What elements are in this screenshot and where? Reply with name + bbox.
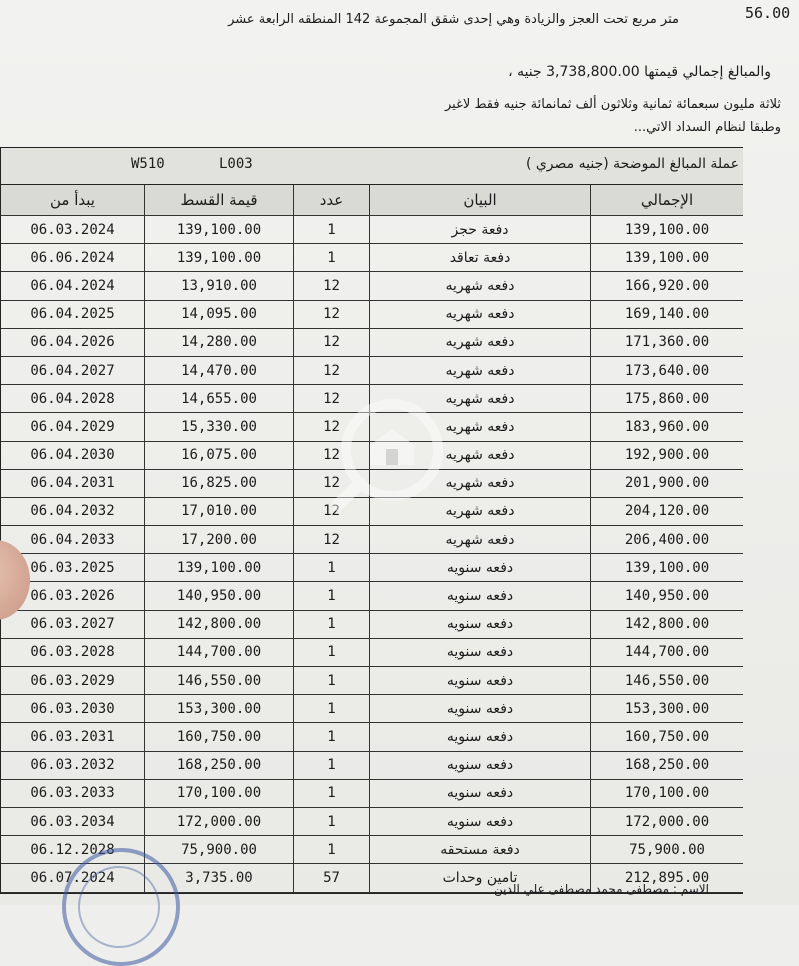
row-start-date: 06.04.2028: [30, 390, 115, 407]
row-description: دفعة مستحقه: [369, 836, 590, 863]
row-description: دفعه سنويه: [369, 752, 590, 779]
row-start-date: 06.04.2031: [30, 475, 115, 492]
row-description: دفعه سنويه: [369, 639, 590, 666]
row-installment-value: 17,010.00: [144, 498, 293, 525]
row-installment-value: 17,200.00: [144, 526, 293, 553]
table-body: [1, 216, 743, 893]
table-title-bar: [1, 148, 743, 185]
row-total: 204,120.00: [590, 498, 743, 525]
row-installment-value: 13,910.00: [144, 272, 293, 299]
row-start-date: 06.12.2028: [30, 841, 115, 858]
row-start-date: 06.03.2034: [30, 813, 115, 830]
row-start-date: 06.03.2024: [30, 221, 115, 238]
row-total: 153,300.00: [590, 695, 743, 722]
row-count: 1: [293, 723, 369, 750]
area-number: 56.00: [745, 4, 791, 22]
row-installment-value: 160,750.00: [144, 723, 293, 750]
row-description: تامين وحدات: [369, 864, 590, 891]
row-total: 171,360.00: [590, 329, 743, 356]
row-description: دفعه سنويه: [369, 582, 590, 609]
row-count: 12: [293, 272, 369, 299]
row-installment-value: 144,700.00: [144, 639, 293, 666]
table-row: [1, 216, 743, 244]
row-installment-value: 16,075.00: [144, 442, 293, 469]
row-installment-value: 142,800.00: [144, 611, 293, 638]
currency-title: عملة المبالغ الموضحة (جنيه مصري ): [525, 156, 739, 172]
row-start-date: 06.03.2026: [30, 588, 115, 605]
row-start-date: 06.06.2024: [30, 249, 115, 266]
table-header-row: [1, 185, 743, 216]
row-installment-value: 14,095.00: [144, 301, 293, 328]
row-description: دفعه سنويه: [369, 554, 590, 581]
row-start-date: 06.04.2027: [30, 362, 115, 379]
row-count: 1: [293, 582, 369, 609]
row-description: دفعه شهريه: [369, 272, 590, 299]
row-count: 1: [293, 639, 369, 666]
row-count: 1: [293, 780, 369, 807]
row-installment-value: 15,330.00: [144, 413, 293, 440]
row-installment-value: 153,300.00: [144, 695, 293, 722]
row-count: 12: [293, 442, 369, 469]
row-total: 166,920.00: [590, 272, 743, 299]
row-start-date: 06.04.2030: [30, 447, 115, 464]
table-row: [1, 526, 743, 554]
row-count: 12: [293, 413, 369, 440]
row-start-date: 06.03.2028: [30, 644, 115, 661]
row-total: 139,100.00: [590, 244, 743, 271]
row-count: 1: [293, 667, 369, 694]
table-row: [1, 582, 743, 610]
row-start-date: 06.04.2033: [30, 531, 115, 548]
row-description: دفعه شهريه: [369, 498, 590, 525]
row-start-date: 06.04.2026: [30, 334, 115, 351]
row-count: 1: [293, 752, 369, 779]
payment-schedule-table: [0, 147, 743, 894]
table-row: [1, 272, 743, 300]
row-total: 169,140.00: [590, 301, 743, 328]
table-row: [1, 695, 743, 723]
table-row: [1, 808, 743, 836]
row-total: 183,960.00: [590, 413, 743, 440]
row-description: دفعه سنويه: [369, 611, 590, 638]
row-description: دفعه شهريه: [369, 526, 590, 553]
row-total: 144,700.00: [590, 639, 743, 666]
row-start-date: 06.03.2033: [30, 785, 115, 802]
row-start-date: 06.03.2025: [30, 559, 115, 576]
amount-in-words-line: ثلاثة مليون سبعمائة ثمانية وثلاثون ألف ثمانمائة جنيه فقط لاغير: [445, 97, 781, 112]
area-description-line: متر مربع تحت العجز والزيادة وهي إحدى شقق المجموعة 142 المنطقه الرابعة عشر: [228, 12, 679, 27]
row-description: دفعه سنويه: [369, 780, 590, 807]
row-count: 12: [293, 385, 369, 412]
table-row: [1, 329, 743, 357]
row-installment-value: 139,100.00: [144, 554, 293, 581]
row-description: دفعه سنويه: [369, 667, 590, 694]
row-count: 1: [293, 554, 369, 581]
row-installment-value: 3,735.00: [144, 864, 293, 891]
row-installment-value: 170,100.00: [144, 780, 293, 807]
row-count: 12: [293, 526, 369, 553]
row-total: 201,900.00: [590, 470, 743, 497]
table-row: [1, 780, 743, 808]
payment-system-line: وطبقا لنظام السداد الاتي...: [633, 120, 781, 135]
unit-code: L003: [219, 156, 253, 172]
row-start-date: 06.03.2030: [30, 700, 115, 717]
row-start-date: 06.04.2025: [30, 306, 115, 323]
row-start-date: 06.03.2027: [30, 616, 115, 633]
table-row: [1, 301, 743, 329]
row-installment-value: 168,250.00: [144, 752, 293, 779]
row-description: دفعه شهريه: [369, 442, 590, 469]
row-installment-value: 139,100.00: [144, 216, 293, 243]
row-total: 212,895.00: [590, 864, 743, 891]
row-description: دفعه شهريه: [369, 357, 590, 384]
row-count: 1: [293, 695, 369, 722]
row-installment-value: 146,550.00: [144, 667, 293, 694]
row-start-date: 06.03.2032: [30, 757, 115, 774]
column-header-start-from: يبدأ من: [50, 191, 95, 209]
row-count: 12: [293, 470, 369, 497]
row-installment-value: 16,825.00: [144, 470, 293, 497]
column-header-installment: قيمة القسط: [144, 185, 293, 215]
row-count: 12: [293, 498, 369, 525]
row-count: 1: [293, 808, 369, 835]
row-total: 142,800.00: [590, 611, 743, 638]
row-installment-value: 172,000.00: [144, 808, 293, 835]
row-count: 1: [293, 836, 369, 863]
row-start-date: 06.03.2029: [30, 672, 115, 689]
row-total: 160,750.00: [590, 723, 743, 750]
row-total: 175,860.00: [590, 385, 743, 412]
row-description: دفعه شهريه: [369, 301, 590, 328]
row-installment-value: 140,950.00: [144, 582, 293, 609]
row-installment-value: 14,280.00: [144, 329, 293, 356]
row-start-date: 06.03.2031: [30, 728, 115, 745]
row-start-date: 06.04.2032: [30, 503, 115, 520]
row-count: 12: [293, 301, 369, 328]
table-row: [1, 667, 743, 695]
row-total: 170,100.00: [590, 780, 743, 807]
total-amount-line: والمبالغ إجمالي قيمتها 3,738,800.00 جنيه ،: [508, 64, 771, 80]
row-total: 139,100.00: [590, 216, 743, 243]
row-count: 1: [293, 611, 369, 638]
stamp-inner-ring: [78, 866, 160, 948]
table-row: [1, 639, 743, 667]
row-installment-value: 139,100.00: [144, 244, 293, 271]
row-total: 146,550.00: [590, 667, 743, 694]
row-total: 172,000.00: [590, 808, 743, 835]
row-total: 173,640.00: [590, 357, 743, 384]
row-start-date: 06.07.2024: [30, 869, 115, 886]
row-description: دفعة تعاقد: [369, 244, 590, 271]
table-row: [1, 357, 743, 385]
row-count: 1: [293, 216, 369, 243]
row-total: 140,950.00: [590, 582, 743, 609]
row-total: 168,250.00: [590, 752, 743, 779]
row-total: 192,900.00: [590, 442, 743, 469]
row-total: 139,100.00: [590, 554, 743, 581]
column-header-description: البيان: [369, 185, 590, 215]
row-count: 12: [293, 357, 369, 384]
row-installment-value: 75,900.00: [144, 836, 293, 863]
table-row: [1, 244, 743, 272]
row-count: 1: [293, 244, 369, 271]
row-description: دفعه شهريه: [369, 385, 590, 412]
row-description: دفعه شهريه: [369, 329, 590, 356]
row-description: دفعه سنويه: [369, 695, 590, 722]
column-header-total: الإجمالي: [590, 185, 743, 215]
row-start-date: 06.04.2029: [30, 418, 115, 435]
client-name-line: الاسم : مصطفى محمد مصطفى علي الدين: [494, 882, 709, 896]
home-search-watermark-icon: [332, 395, 452, 515]
row-installment-value: 14,470.00: [144, 357, 293, 384]
row-count: 12: [293, 329, 369, 356]
row-description: دفعه سنويه: [369, 808, 590, 835]
column-header-count: عدد: [293, 185, 369, 215]
row-description: دفعه سنويه: [369, 723, 590, 750]
row-installment-value: 14,655.00: [144, 385, 293, 412]
building-code: W510: [131, 156, 165, 172]
row-description: دفعه شهريه: [369, 413, 590, 440]
row-description: دفعة حجز: [369, 216, 590, 243]
row-description: دفعه شهريه: [369, 470, 590, 497]
table-row: [1, 752, 743, 780]
row-start-date: 06.04.2024: [30, 277, 115, 294]
table-row: [1, 611, 743, 639]
row-total: 75,900.00: [590, 836, 743, 863]
table-row: [1, 554, 743, 582]
row-total: 206,400.00: [590, 526, 743, 553]
row-count: 57: [293, 864, 369, 891]
table-row: [1, 723, 743, 751]
